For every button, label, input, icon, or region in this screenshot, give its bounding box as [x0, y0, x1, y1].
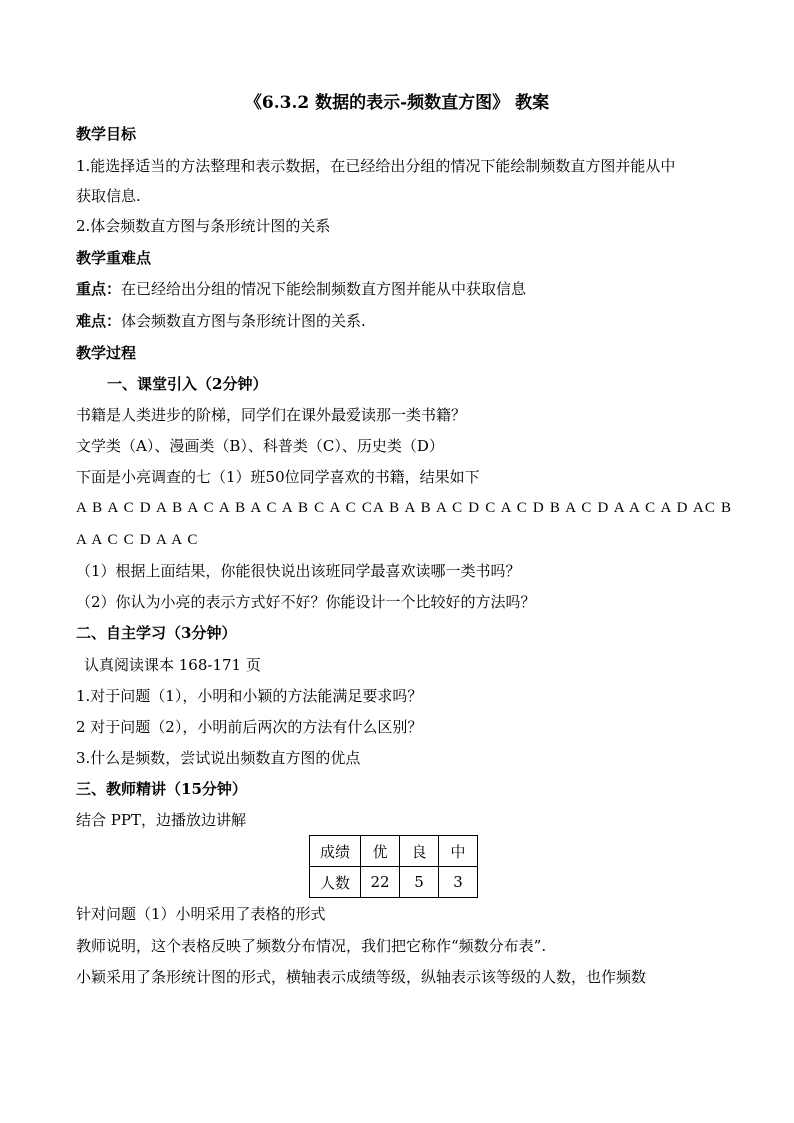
table-cell: 5: [400, 867, 439, 898]
intro-question-2: （2）你认为小亮的表示方式好不好？你能设计一个比较好的方法吗？: [76, 593, 536, 611]
focus-line: [76, 279, 526, 299]
self-study-q1: 1.对于问题（1），小明和小颖的方法能满足要求吗？: [76, 687, 423, 705]
table-row: [310, 836, 478, 867]
lecture-p3: 教师说明，这个表格反映了频数分布情况，我们把它称作“频数分布表”.: [76, 937, 547, 955]
focus-label: 重点：: [76, 280, 122, 298]
difficulty-text: 体会频数直方图与条形统计图的关系.: [121, 312, 366, 330]
self-study-q3: 3.什么是频数，尝试说出频数直方图的优点: [76, 749, 361, 767]
table-header-cell: 优: [361, 836, 400, 867]
survey-sequence-1: A B A C D A B A C A B A C A B C A C CA B A B A C D C A C D B A C D A A C A D AC B: [76, 500, 733, 516]
difficulty-line: [76, 311, 366, 331]
table-cell: 3: [439, 867, 478, 898]
objective-1a: 1.能选择适当的方法整理和表示数据，在已经给出分组的情况下能绘制频数直方图并能从中: [76, 157, 676, 175]
self-study-q2: 2 对于问题（2），小明前后两次的方法有什么区别？: [76, 718, 423, 736]
lecture-p4: 小颖采用了条形统计图的形式，横轴表示成绩等级，纵轴表示该等级的人数，也作频数: [76, 968, 647, 986]
table-row-label: 人数: [310, 867, 361, 898]
document-title: 《6.3.2 数据的表示-频数直方图》 教案: [244, 93, 550, 113]
survey-sequence-2: A A C C D A A C: [76, 532, 199, 548]
table-header-cell: 成绩: [310, 836, 361, 867]
intro-p1: 书籍是人类进步的阶梯，同学们在课外最爱读那一类书籍？: [76, 406, 467, 424]
lecture-p2: 针对问题（1）小明采用了表格的形式: [76, 905, 326, 923]
lecture-heading: 三、教师精讲（15分钟）: [76, 780, 247, 798]
intro-p2: 文学类（A）、漫画类（B）、科普类（C）、历史类（D）: [76, 437, 444, 455]
difficulty-label: 难点：: [76, 312, 122, 330]
intro-p3: 下面是小亮调查的七（1）班50位同学喜欢的书籍，结果如下: [76, 468, 480, 486]
objective-1b: 获取信息.: [76, 187, 141, 205]
intro-question-1: （1）根据上面结果，你能很快说出该班同学最喜欢读哪一类书吗？: [76, 562, 521, 580]
lecture-p1: 结合 PPT，边播放边讲解: [76, 811, 246, 829]
table-cell: 22: [361, 867, 400, 898]
table-header-cell: 中: [439, 836, 478, 867]
intro-heading: 一、课堂引入（2分钟）: [107, 375, 268, 393]
objective-2: 2.体会频数直方图与条形统计图的关系: [76, 217, 331, 235]
keypoints-heading: 教学重难点: [76, 249, 152, 267]
process-heading: 教学过程: [76, 344, 137, 362]
table-row: [310, 867, 478, 898]
self-study-p1: 认真阅读课本 168-171 页: [84, 656, 261, 674]
objectives-heading: 教学目标: [76, 125, 137, 143]
frequency-table: [309, 835, 478, 898]
table-header-cell: 良: [400, 836, 439, 867]
focus-text: 在已经给出分组的情况下能绘制频数直方图并能从中获取信息: [121, 280, 527, 298]
self-study-heading: 二、自主学习（3分钟）: [76, 624, 237, 642]
